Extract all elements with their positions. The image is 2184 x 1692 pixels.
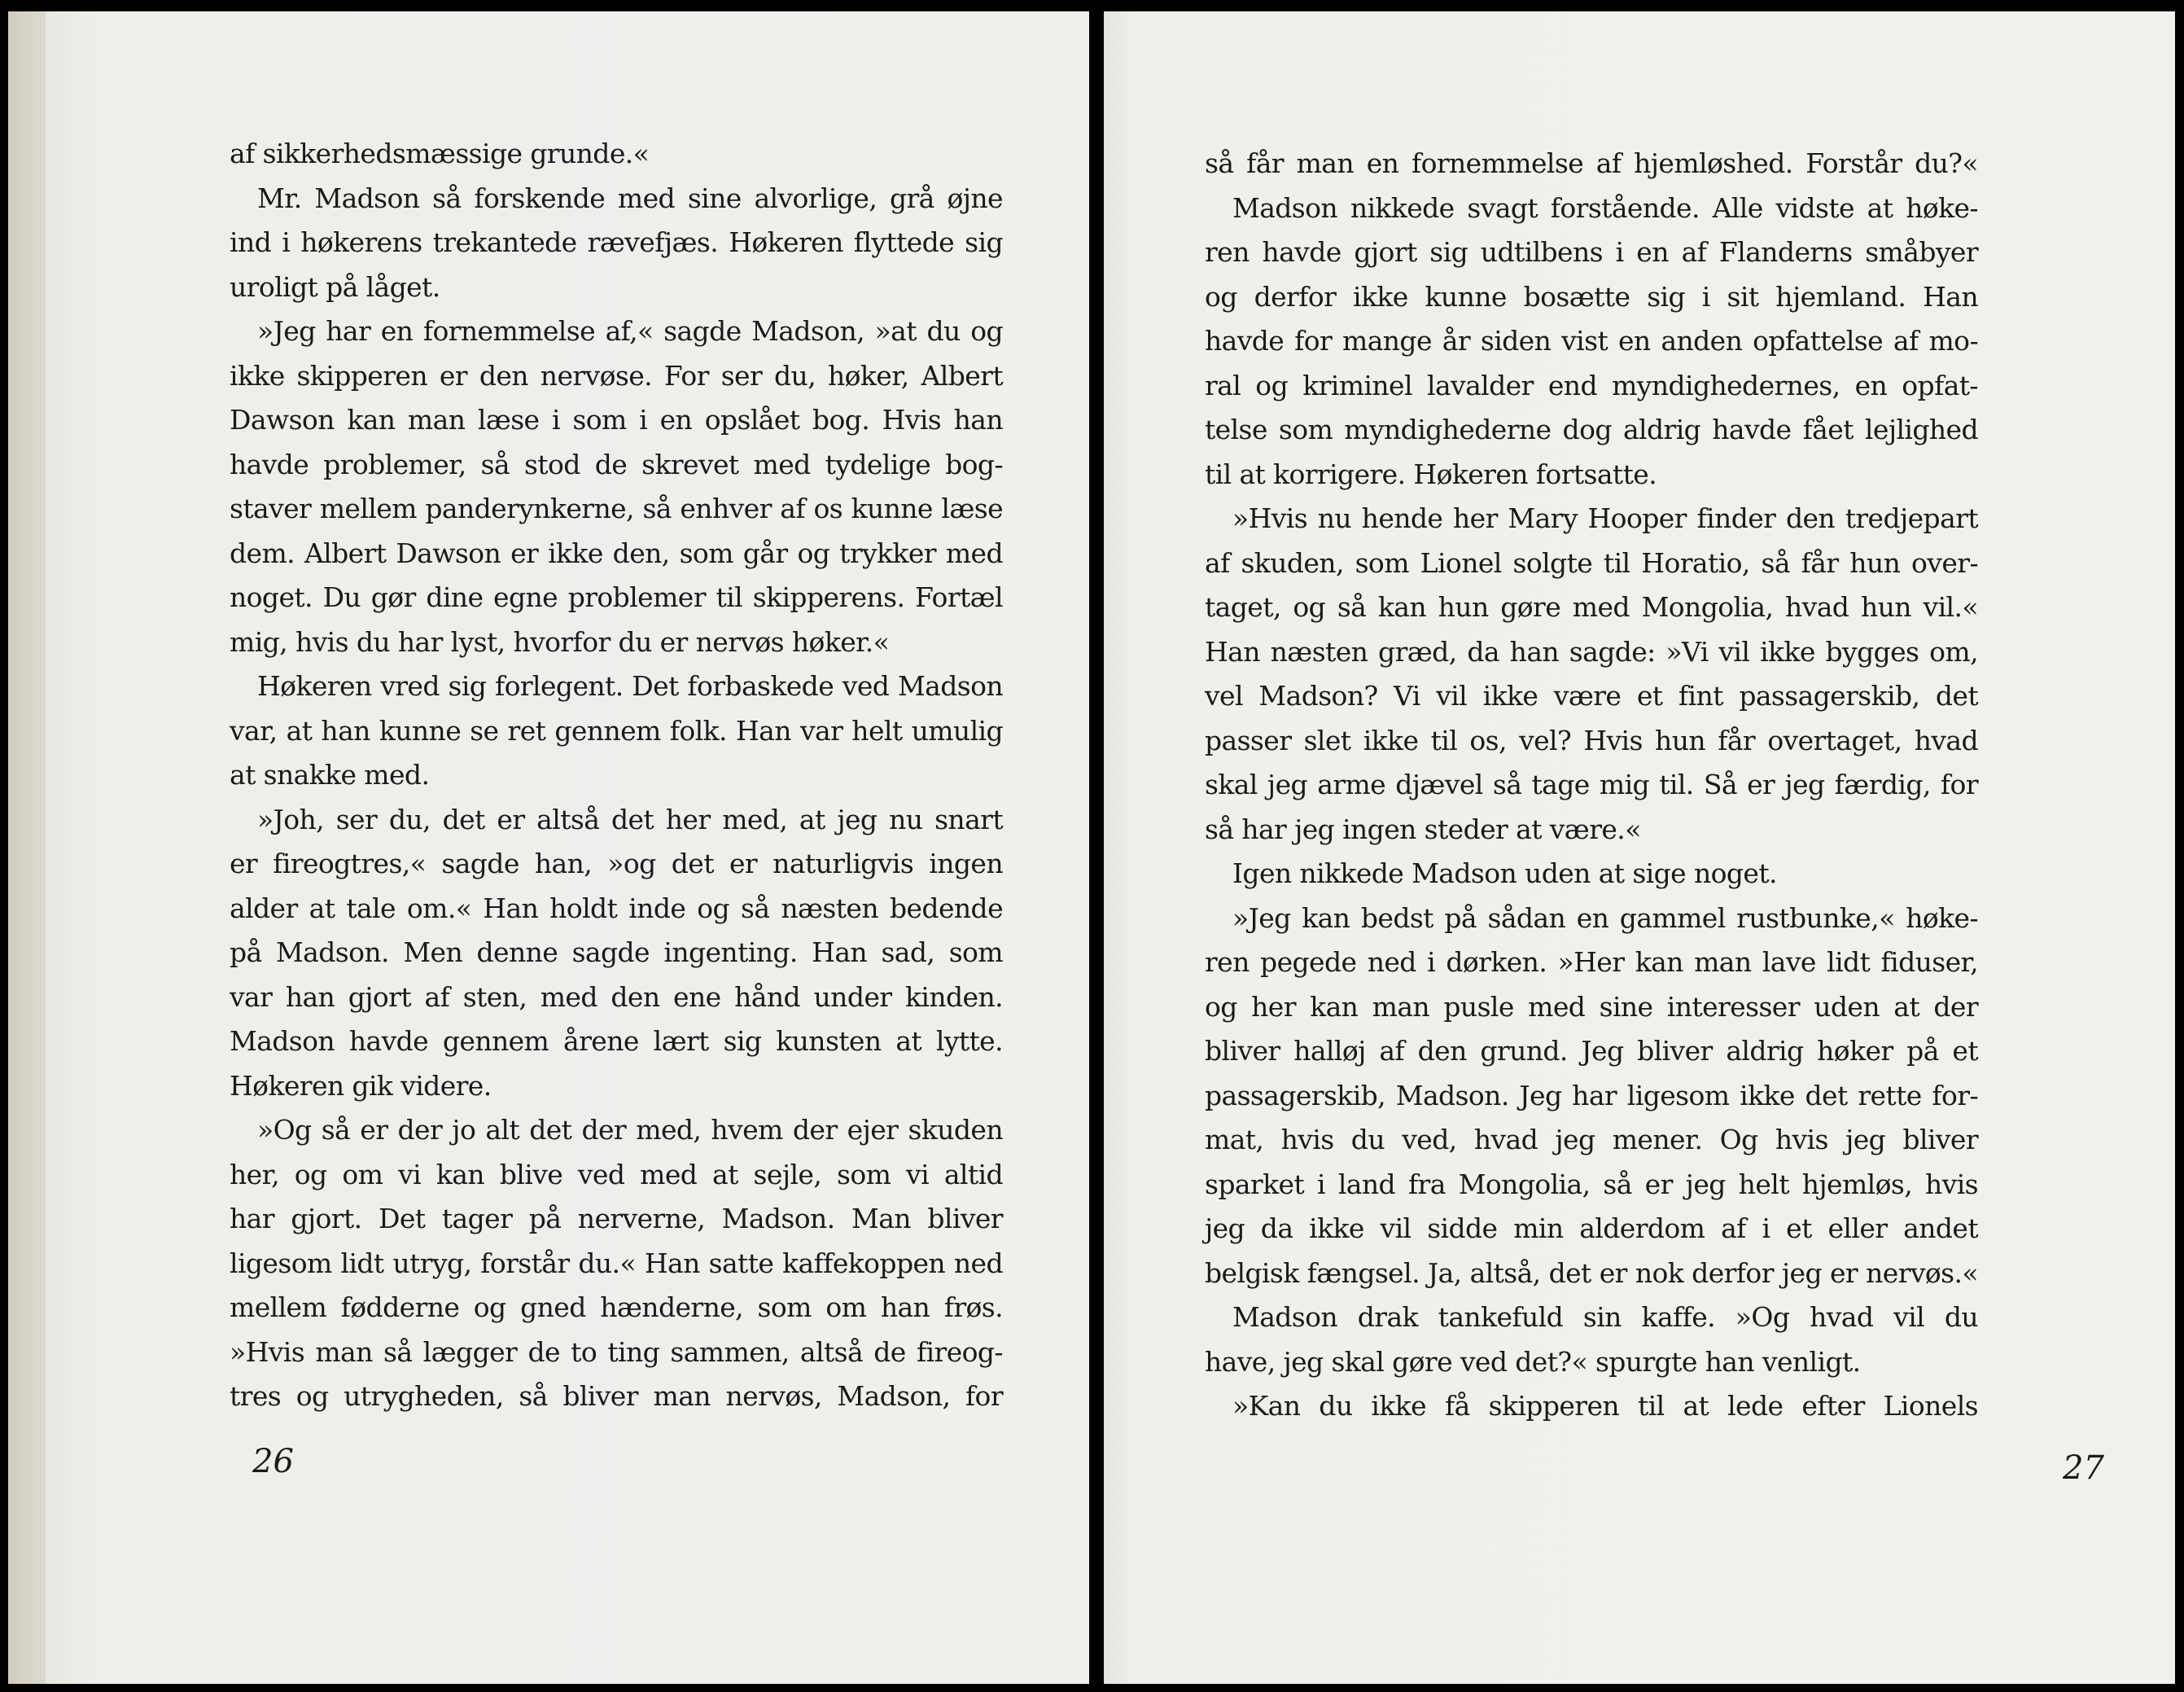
- text-line: uroligt på låget.: [230, 270, 440, 303]
- text-line: at snakke med.: [230, 759, 430, 791]
- text-line: så får man en fornemmelse af hjemløshed. Forstår du?«: [1205, 147, 1978, 179]
- text-line: og derfor ikke kunne bosætte sig i sit hjemland. Han: [1205, 280, 1978, 313]
- text-line: havde problemer, så stod de skrevet med tydelige bog-: [230, 448, 1003, 480]
- text-line: tres og utrygheden, så bliver man nervøs, Madson, for: [230, 1380, 1003, 1412]
- page-number-left: 26: [252, 1443, 294, 1480]
- text-line: taget, og så kan hun gøre med Mongolia, hvad hun vil.«: [1205, 591, 1978, 623]
- text-line: noget. Du gør dine egne problemer til skipperens. Fortæl: [230, 581, 1003, 613]
- text-line: staver mellem panderynkerne, så enhver af os kunne læse: [230, 493, 1003, 524]
- text-line: »Hvis man så lægger de to ting sammen, altså de fireog-: [230, 1335, 1003, 1368]
- left-page: [8, 11, 1089, 1684]
- page-number-right: 27: [2063, 1449, 2104, 1487]
- text-line: Madson havde gennem årene lært sig kunsten at lytte.: [230, 1025, 1003, 1057]
- page-edge-texture: [8, 11, 46, 1684]
- text-line: bliver halløj af den grund. Jeg bliver aldrig høker på et: [1205, 1035, 1978, 1067]
- text-line: have, jeg skal gøre ved det?« spurgte han venligt.: [1205, 1345, 1861, 1378]
- text-line: Høkeren vred sig forlegent. Det forbaskede ved Madson: [257, 670, 1003, 702]
- text-line: ikke skipperen er den nervøse. For ser du, høker, Albert: [230, 359, 1003, 392]
- text-line: ren pegede ned i dørken. »Her kan man lave lidt fiduser,: [1205, 946, 1978, 978]
- text-line: Dawson kan man læse i som i en opslået bog. Hvis han: [230, 404, 1003, 436]
- text-line: vel Madson? Vi vil ikke være et fint passagerskib, det: [1205, 680, 1978, 712]
- text-line: »Kan du ikke få skipperen til at lede efter Lionels: [1232, 1390, 1978, 1422]
- text-line: »Hvis nu hende her Mary Hooper finder den tredjepart: [1232, 502, 1978, 534]
- text-line: »Joh, ser du, det er altså det her med, at jeg nu snart: [257, 803, 1003, 835]
- text-line: Madson nikkede svagt forstående. Alle vidste at høke-: [1232, 191, 1978, 224]
- text-line: jeg da ikke vil sidde min alderdom af i et eller andet: [1205, 1212, 1978, 1244]
- text-line: så har jeg ingen steder at være.«: [1205, 813, 1641, 845]
- text-line: »Jeg kan bedst på sådan en gammel rustbunke,« høke-: [1232, 901, 1978, 934]
- text-line: passagerskib, Madson. Jeg har ligesom ikke det rette for-: [1205, 1079, 1978, 1111]
- text-line: her, og om vi kan blive ved med at sejle, som vi altid: [230, 1158, 1003, 1190]
- text-line: dem. Albert Dawson er ikke den, som går og trykker med: [230, 537, 1003, 569]
- text-line: af sikkerhedsmæssige grunde.«: [230, 138, 650, 169]
- text-line: mellem fødderne og gned hænderne, som om han frøs.: [230, 1291, 1003, 1323]
- right-page: [1104, 11, 2175, 1684]
- text-line: Mr. Madson så forskende med sine alvorlige, grå øjne: [257, 182, 1003, 214]
- text-line: mat, hvis du ved, hvad jeg mener. Og hvis jeg bliver: [1205, 1124, 1978, 1155]
- text-line: ind i høkerens trekantede rævefjæs. Høkeren flyttede sig: [230, 226, 1003, 258]
- text-line: ral og kriminel lavalder end myndighedernes, en opfat-: [1205, 369, 1978, 401]
- text-line: Han næsten græd, da han sagde: »Vi vil ikke bygges om,: [1205, 635, 1978, 668]
- text-line: er fireogtres,« sagde han, »og det er naturligvis ingen: [230, 848, 1003, 879]
- text-line: Høkeren gik videre.: [230, 1069, 492, 1102]
- text-line: var han gjort af sten, med den ene hånd under kinden.: [230, 980, 1003, 1013]
- book-gutter: [1089, 0, 1104, 1692]
- right-page-body-text: [1205, 142, 1978, 1429]
- text-line: passer slet ikke til os, vel? Hvis hun får overtaget, hvad: [1205, 724, 1978, 756]
- text-line: Igen nikkede Madson uden at sige noget.: [1232, 857, 1777, 889]
- text-line: sparket i land fra Mongolia, så er jeg helt hjemløs, hvis: [1205, 1168, 1978, 1200]
- text-line: ligesom lidt utryg, forstår du.« Han satte kaffekoppen ned: [230, 1247, 1003, 1279]
- text-line: på Madson. Men denne sagde ingenting. Han sad, som: [230, 936, 1003, 968]
- text-line: har gjort. Det tager på nerverne, Madson. Man bliver: [230, 1203, 1003, 1234]
- text-line: var, at han kunne se ret gennem folk. Han var helt umulig: [230, 714, 1003, 747]
- text-line: og her kan man pusle med sine interesser uden at der: [1205, 990, 1978, 1023]
- text-line: »Jeg har en fornemmelse af,« sagde Madson, »at du og: [257, 315, 1003, 347]
- text-line: til at korrigere. Høkeren fortsatte.: [1205, 458, 1657, 490]
- text-line: belgisk fængsel. Ja, altså, det er nok derfor jeg er nervøs.«: [1205, 1256, 1978, 1289]
- text-line: »Og så er der jo alt det der med, hvem der ejer skuden: [257, 1114, 1003, 1146]
- text-line: havde for mange år siden vist en anden opfattelse af mo-: [1205, 325, 1978, 357]
- text-line: telse som myndighederne dog aldrig havde fået lejlighed: [1205, 414, 1978, 445]
- text-line: Madson drak tankefuld sin kaffe. »Og hvad vil du: [1232, 1301, 1978, 1333]
- text-line: mig, hvis du har lyst, hvorfor du er nervøs høker.«: [230, 625, 890, 658]
- text-line: skal jeg arme djævel så tage mig til. Så er jeg færdig, for: [1205, 769, 1978, 800]
- text-line: alder at tale om.« Han holdt inde og så næsten bedende: [230, 892, 1003, 924]
- left-page-body-text: [230, 132, 1003, 1419]
- text-line: ren havde gjort sig udtilbens i en af Flanderns småbyer: [1205, 236, 1978, 268]
- text-line: af skuden, som Lionel solgte til Horatio, så får hun over-: [1205, 546, 1978, 579]
